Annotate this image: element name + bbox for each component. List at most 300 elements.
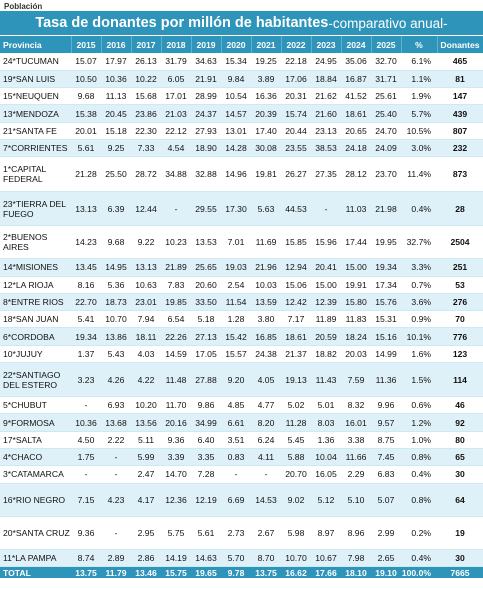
rate-cell: 15.16	[371, 328, 401, 345]
rate-cell: 9.57	[371, 414, 401, 431]
rate-cell: 20.01	[71, 122, 101, 139]
rate-cell: 3.35	[191, 448, 221, 465]
rate-cell: 13.86	[101, 328, 131, 345]
rate-cell: 11.70	[161, 397, 191, 414]
rate-cell: 5.41	[71, 311, 101, 328]
rate-cell: 21.96	[251, 259, 281, 276]
rate-cell: 29.55	[191, 192, 221, 226]
rate-cell: 20.31	[281, 88, 311, 105]
table-row	[0, 259, 483, 276]
rate-cell: 5.63	[251, 192, 281, 226]
percent-cell: 10.1%	[401, 328, 437, 345]
rate-cell: 8.75	[371, 431, 401, 448]
rate-cell: 12.42	[281, 293, 311, 310]
table-row	[0, 139, 483, 156]
rate-cell: 17.97	[101, 53, 131, 70]
rate-cell: 19.95	[371, 226, 401, 259]
table-row	[0, 483, 483, 516]
rate-cell: 10.67	[311, 549, 341, 566]
rate-cell: 2.47	[131, 466, 161, 483]
province-cell: 2*BUENOS AIRES	[0, 226, 71, 259]
rate-cell: -	[251, 466, 281, 483]
rate-cell: 32.70	[371, 53, 401, 70]
rate-cell: 20.03	[341, 345, 371, 362]
rate-cell: 8.16	[71, 276, 101, 293]
rate-cell: 12.44	[131, 192, 161, 226]
rate-cell: 7.83	[161, 276, 191, 293]
donors-cell: 30	[437, 466, 483, 483]
rate-cell: 4.77	[251, 397, 281, 414]
rate-cell: 15.31	[371, 311, 401, 328]
rate-cell: 33.50	[191, 293, 221, 310]
total-row	[0, 566, 483, 578]
rate-cell: 24.09	[371, 139, 401, 156]
table-row	[0, 397, 483, 414]
rate-cell: 14.95	[101, 259, 131, 276]
rate-cell: 20.44	[281, 122, 311, 139]
rate-cell: 16.62	[285, 567, 307, 578]
rate-cell: 24.18	[341, 139, 371, 156]
percent-cell: 0.9%	[401, 311, 437, 328]
province-cell: 21*SANTA FE	[0, 122, 71, 139]
rate-cell: 7.33	[131, 139, 161, 156]
rate-cell: 19.25	[251, 53, 281, 70]
rate-cell: 34.88	[161, 157, 191, 192]
province-cell: TOTAL	[3, 567, 31, 578]
rate-cell: 4.26	[101, 363, 131, 397]
rate-cell: 21.28	[71, 157, 101, 192]
rate-cell: 9.36	[161, 431, 191, 448]
percent-cell: 32.7%	[401, 226, 437, 259]
rate-cell: 13.75	[255, 567, 277, 578]
rate-cell: 20.41	[311, 259, 341, 276]
rate-cell: 15.74	[281, 105, 311, 122]
rate-cell: 14.53	[251, 483, 281, 516]
rate-cell: 23.55	[281, 139, 311, 156]
rate-cell: 11.36	[371, 363, 401, 397]
rate-cell: 10.70	[101, 311, 131, 328]
rate-cell: 19.91	[341, 276, 371, 293]
rate-cell: 5.88	[281, 448, 311, 465]
table-title: Tasa de donantes por millón de habitantes	[35, 15, 329, 31]
rate-cell: 9.02	[281, 483, 311, 516]
donors-cell: 147	[437, 88, 483, 105]
rate-cell: 7.15	[71, 483, 101, 516]
rate-cell: 19.34	[71, 328, 101, 345]
rate-cell: 4.54	[161, 139, 191, 156]
percent-cell: 0.4%	[401, 466, 437, 483]
rate-cell: 4.22	[131, 363, 161, 397]
province-cell: 10*JUJUY	[0, 345, 71, 362]
rate-cell: 9.25	[101, 139, 131, 156]
donors-cell: 276	[437, 293, 483, 310]
province-cell: 5*CHUBUT	[0, 397, 71, 414]
rate-cell: -	[101, 448, 131, 465]
rate-cell: 13.75	[75, 567, 97, 578]
rate-cell: 14.57	[221, 105, 251, 122]
rate-cell: 8.96	[341, 516, 371, 549]
rate-cell: 34.99	[191, 414, 221, 431]
donors-cell: 70	[437, 311, 483, 328]
rate-cell: 5.75	[161, 516, 191, 549]
percent-cell: 0.2%	[401, 516, 437, 549]
province-cell: 19*SAN LUIS	[0, 70, 71, 87]
rate-cell: 5.36	[101, 276, 131, 293]
rate-cell: 14.28	[221, 139, 251, 156]
rate-cell: 15.07	[71, 53, 101, 70]
rate-cell: 11.69	[251, 226, 281, 259]
rate-cell: 15.80	[341, 293, 371, 310]
rate-cell: 19.10	[375, 567, 397, 578]
rate-cell: 15.00	[311, 276, 341, 293]
rate-cell: 22.18	[281, 53, 311, 70]
donors-cell: 65	[437, 448, 483, 465]
rate-cell: 32.88	[191, 157, 221, 192]
rate-cell: 11.13	[101, 88, 131, 105]
table-header-row	[0, 36, 483, 53]
rate-cell: 14.19	[161, 549, 191, 566]
rate-cell: 20.59	[311, 328, 341, 345]
rate-cell: 20.16	[161, 414, 191, 431]
rate-cell: 35.06	[341, 53, 371, 70]
rate-cell: 24.70	[371, 122, 401, 139]
percent-cell: 0.4%	[401, 192, 437, 226]
rate-cell: 2.22	[101, 431, 131, 448]
rate-cell: 3.23	[71, 363, 101, 397]
percent-cell: 1.9%	[401, 88, 437, 105]
province-cell: 3*CATAMARCA	[0, 466, 71, 483]
rate-cell: 25.40	[371, 105, 401, 122]
rate-cell: 15.76	[371, 293, 401, 310]
rate-cell: 13.53	[191, 226, 221, 259]
rate-cell: 15.96	[311, 226, 341, 259]
population-label: Población	[4, 2, 43, 11]
donors-cell: 123	[437, 345, 483, 362]
province-cell: 7*CORRIENTES	[0, 139, 71, 156]
rate-cell: 23.01	[131, 293, 161, 310]
column-header: 2020	[221, 36, 251, 53]
rate-cell: 13.56	[131, 414, 161, 431]
rate-cell: 24.38	[251, 345, 281, 362]
rate-cell: 10.03	[251, 276, 281, 293]
rate-cell: 12.94	[281, 259, 311, 276]
rate-cell: 11.43	[311, 363, 341, 397]
rate-cell: 26.27	[281, 157, 311, 192]
rate-cell: 30.08	[251, 139, 281, 156]
rate-cell: -	[71, 397, 101, 414]
rate-cell: -	[311, 192, 341, 226]
rate-cell: 5.45	[281, 431, 311, 448]
donors-cell: 19	[437, 516, 483, 549]
province-cell: 9*FORMOSA	[0, 414, 71, 431]
rate-cell: 9.36	[71, 516, 101, 549]
table-row	[0, 70, 483, 87]
province-cell: 13*MENDOZA	[0, 105, 71, 122]
rate-cell: 13.59	[251, 293, 281, 310]
rate-cell: 15.68	[131, 88, 161, 105]
rate-cell: 18.61	[281, 328, 311, 345]
donors-cell: 465	[437, 53, 483, 70]
province-cell: 24*TUCUMAN	[0, 53, 71, 70]
percent-cell: 1.5%	[401, 363, 437, 397]
table-body	[0, 53, 483, 578]
rate-cell: 3.89	[251, 70, 281, 87]
rate-cell: 7.45	[371, 448, 401, 465]
rate-cell: 8.03	[311, 414, 341, 431]
province-cell: 12*LA RIOJA	[0, 276, 71, 293]
rate-cell: -	[101, 516, 131, 549]
rate-cell: 14.59	[161, 345, 191, 362]
donors-cell: 232	[437, 139, 483, 156]
rate-cell: 15.85	[281, 226, 311, 259]
rate-cell: 10.36	[71, 414, 101, 431]
percent-cell: 10.5%	[401, 122, 437, 139]
rate-cell: 5.07	[371, 483, 401, 516]
donors-cell: 776	[437, 328, 483, 345]
rate-cell: 6.83	[371, 466, 401, 483]
table-row	[0, 328, 483, 345]
rate-cell: 24.37	[191, 105, 221, 122]
rate-cell: 20.39	[251, 105, 281, 122]
rate-cell: 18.11	[131, 328, 161, 345]
rate-cell: 25.65	[191, 259, 221, 276]
percent-cell: 0.4%	[401, 549, 437, 566]
rate-cell: 28.12	[341, 157, 371, 192]
rate-cell: 24.95	[311, 53, 341, 70]
rate-cell: 5.43	[101, 345, 131, 362]
table-row	[0, 53, 483, 70]
rate-cell: 5.70	[221, 549, 251, 566]
percent-cell: 6.1%	[401, 53, 437, 70]
rate-cell: 20.60	[191, 276, 221, 293]
rate-cell: 11.79	[105, 567, 127, 578]
rate-cell: 18.90	[191, 139, 221, 156]
rate-cell: 5.11	[131, 431, 161, 448]
table-row	[0, 157, 483, 192]
column-header: Donantes	[437, 36, 483, 53]
rate-cell: 14.63	[191, 549, 221, 566]
rate-cell: 6.40	[191, 431, 221, 448]
rate-cell: 2.67	[251, 516, 281, 549]
table-row	[0, 311, 483, 328]
rate-cell: 9.68	[101, 226, 131, 259]
rate-cell: 1.28	[221, 311, 251, 328]
percent-cell: 0.7%	[401, 276, 437, 293]
rate-cell: 11.48	[161, 363, 191, 397]
table-row	[0, 122, 483, 139]
rate-cell: 8.20	[251, 414, 281, 431]
rate-cell: 22.70	[71, 293, 101, 310]
rate-cell: 28.72	[131, 157, 161, 192]
rate-cell: 14.23	[71, 226, 101, 259]
rate-cell: 11.54	[221, 293, 251, 310]
province-cell: 4*CHACO	[0, 448, 71, 465]
rate-cell: 9.86	[191, 397, 221, 414]
rate-cell: 5.61	[71, 139, 101, 156]
percent-cell: 100.0%	[401, 567, 431, 578]
rate-cell: 9.84	[221, 70, 251, 87]
rate-cell: 1.37	[71, 345, 101, 362]
percent-cell: 1.1%	[401, 70, 437, 87]
table-row	[0, 431, 483, 448]
rate-cell: 16.36	[251, 88, 281, 105]
table-row	[0, 414, 483, 431]
table-row	[0, 192, 483, 226]
percent-cell: 3.6%	[401, 293, 437, 310]
rate-cell: 20.70	[281, 466, 311, 483]
rate-cell: 16.87	[341, 70, 371, 87]
rate-cell: 10.23	[161, 226, 191, 259]
donors-cell: 30	[437, 549, 483, 566]
rate-cell: 23.70	[371, 157, 401, 192]
rate-cell: 18.84	[311, 70, 341, 87]
rate-cell: 15.42	[221, 328, 251, 345]
rate-cell: 19.85	[161, 293, 191, 310]
rate-cell: 5.12	[311, 483, 341, 516]
rate-cell: 4.03	[131, 345, 161, 362]
percent-cell: 3.3%	[401, 259, 437, 276]
rate-cell: 12.19	[191, 483, 221, 516]
percent-cell: 3.0%	[401, 139, 437, 156]
rate-cell: 2.86	[131, 549, 161, 566]
rate-cell: 2.54	[221, 276, 251, 293]
rate-cell: 11.28	[281, 414, 311, 431]
rate-cell: 25.50	[101, 157, 131, 192]
rate-cell: 4.05	[251, 363, 281, 397]
rate-cell: 6.24	[251, 431, 281, 448]
rate-cell: 18.10	[345, 567, 367, 578]
rate-cell: 4.50	[71, 431, 101, 448]
rate-cell: 16.01	[341, 414, 371, 431]
donor-rate-table	[0, 36, 483, 578]
donors-cell: 114	[437, 363, 483, 397]
rate-cell: 31.71	[371, 70, 401, 87]
province-cell: 6*CORDOBA	[0, 328, 71, 345]
donors-cell: 251	[437, 259, 483, 276]
rate-cell: 9.20	[221, 363, 251, 397]
donors-cell: 873	[437, 157, 483, 192]
rate-cell: 10.70	[281, 549, 311, 566]
rate-cell: 13.13	[131, 259, 161, 276]
rate-cell: 8.32	[341, 397, 371, 414]
rate-cell: 31.79	[161, 53, 191, 70]
rate-cell: 17.30	[221, 192, 251, 226]
percent-cell: 0.8%	[401, 448, 437, 465]
rate-cell: 9.96	[371, 397, 401, 414]
rate-cell: 17.66	[315, 567, 337, 578]
rate-cell: 22.12	[161, 122, 191, 139]
rate-cell: 41.52	[341, 88, 371, 105]
table-row	[0, 448, 483, 465]
donors-cell: 46	[437, 397, 483, 414]
rate-cell: 13.68	[101, 414, 131, 431]
percent-cell: 5.7%	[401, 105, 437, 122]
table-row	[0, 293, 483, 310]
rate-cell: 6.39	[101, 192, 131, 226]
rate-cell: 19.34	[371, 259, 401, 276]
rate-cell: 16.85	[251, 328, 281, 345]
table-row	[0, 466, 483, 483]
rate-cell: 5.61	[191, 516, 221, 549]
rate-cell: 2.65	[371, 549, 401, 566]
rate-cell: 6.93	[101, 397, 131, 414]
rate-cell: 10.63	[131, 276, 161, 293]
percent-cell: 0.8%	[401, 483, 437, 516]
rate-cell: 14.99	[371, 345, 401, 362]
rate-cell: 10.36	[101, 70, 131, 87]
rate-cell: 9.22	[131, 226, 161, 259]
rate-cell: 3.51	[221, 431, 251, 448]
percent-cell: 1.0%	[401, 431, 437, 448]
table-row	[0, 516, 483, 549]
rate-cell: 23.86	[131, 105, 161, 122]
rate-cell: 4.11	[251, 448, 281, 465]
province-cell: 22*SANTIAGO DEL ESTERO	[0, 363, 71, 397]
rate-cell: 13.45	[71, 259, 101, 276]
rate-cell: 4.17	[131, 483, 161, 516]
rate-cell: 17.05	[191, 345, 221, 362]
column-header: 2018	[161, 36, 191, 53]
rate-cell: 8.97	[311, 516, 341, 549]
rate-cell: 5.99	[131, 448, 161, 465]
table-row	[0, 105, 483, 122]
rate-cell: 16.05	[311, 466, 341, 483]
province-cell: 16*RIO NEGRO	[0, 483, 71, 516]
province-cell: 8*ENTRE RIOS	[0, 293, 71, 310]
rate-cell: 13.46	[135, 567, 157, 578]
rate-cell: 7.94	[131, 311, 161, 328]
rate-cell: 13.13	[71, 192, 101, 226]
rate-cell: 5.18	[191, 311, 221, 328]
donors-cell: 28	[437, 192, 483, 226]
table-row	[0, 363, 483, 397]
table-row	[0, 88, 483, 105]
rate-cell: 27.13	[191, 328, 221, 345]
column-header: 2022	[281, 36, 311, 53]
rate-cell: 7.17	[281, 311, 311, 328]
column-header: 2021	[251, 36, 281, 53]
province-cell: 20*SANTA CRUZ	[0, 516, 71, 549]
rate-cell: 15.75	[165, 567, 187, 578]
rate-cell: 1.75	[71, 448, 101, 465]
rate-cell: 8.74	[71, 549, 101, 566]
rate-cell: 10.54	[221, 88, 251, 105]
donors-cell: 2504	[437, 226, 483, 259]
rate-cell: 38.53	[311, 139, 341, 156]
rate-cell: 10.22	[131, 70, 161, 87]
rate-cell: 14.70	[161, 466, 191, 483]
rate-cell: 7.01	[221, 226, 251, 259]
rate-cell: 9.78	[227, 567, 245, 578]
rate-cell: 4.23	[101, 483, 131, 516]
rate-cell: 26.13	[131, 53, 161, 70]
province-cell: 23*TIERRA DEL FUEGO	[0, 192, 71, 226]
rate-cell: 44.53	[281, 192, 311, 226]
rate-cell: 3.38	[341, 431, 371, 448]
donors-cell: 64	[437, 483, 483, 516]
rate-cell: 19.81	[251, 157, 281, 192]
rate-cell: 13.01	[221, 122, 251, 139]
percent-cell: 1.2%	[401, 414, 437, 431]
rate-cell: 4.85	[221, 397, 251, 414]
rate-cell: 21.60	[311, 105, 341, 122]
rate-cell: 3.80	[251, 311, 281, 328]
table-row	[0, 345, 483, 362]
table-row	[0, 276, 483, 293]
column-header: 2024	[341, 36, 371, 53]
column-header: Provincia	[0, 36, 71, 53]
rate-cell: 18.61	[341, 105, 371, 122]
